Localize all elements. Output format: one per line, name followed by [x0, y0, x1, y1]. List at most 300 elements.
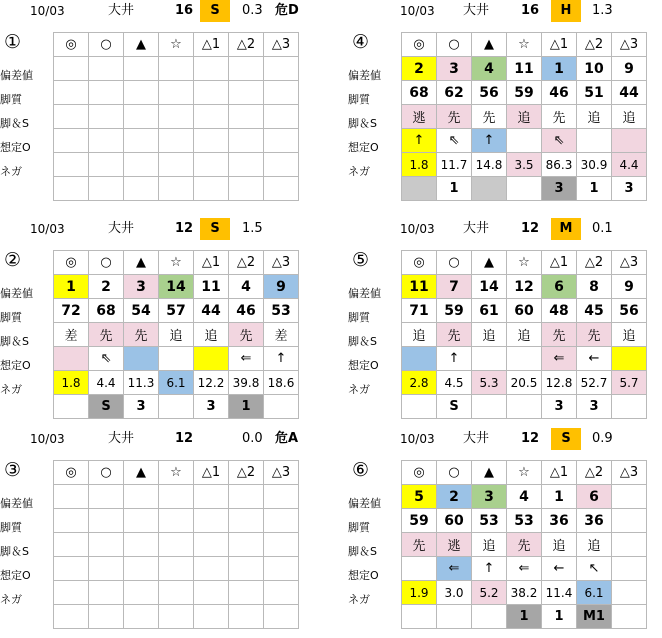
horse-number-cell — [89, 57, 124, 81]
horse-number-cell: 3 — [472, 485, 507, 509]
row-label: 想定O — [0, 141, 31, 154]
marks-row — [402, 33, 647, 57]
race-date: 10/03 — [400, 432, 435, 446]
leg-arrow-cell: ↑ — [402, 129, 437, 153]
horse-number-cell: 2 — [402, 57, 437, 81]
horses-row — [54, 275, 299, 299]
running-style-cell — [159, 105, 194, 129]
row-label: 脚＆S — [348, 335, 377, 348]
negative-cell — [229, 177, 264, 201]
deviation-cell: 54 — [124, 299, 159, 323]
expected-odds-cell — [194, 153, 229, 177]
odds-row — [402, 581, 647, 605]
mark-cell: ◎ — [402, 33, 437, 57]
horse-number-cell — [229, 485, 264, 509]
row-label: 脚＆S — [348, 545, 377, 558]
running-style-cell — [124, 105, 159, 129]
expected-odds-cell — [54, 581, 89, 605]
leg-arrow-cell — [507, 129, 542, 153]
deviation-cell: 57 — [159, 299, 194, 323]
running-style-cell: 追 — [507, 323, 542, 347]
horse-number-cell: 5 — [402, 485, 437, 509]
negative-cell — [194, 605, 229, 629]
race-date: 10/03 — [400, 4, 435, 18]
leg-arrow-cell — [612, 129, 647, 153]
horse-number-cell: 6 — [577, 485, 612, 509]
leg-arrow-cell: ⇖ — [89, 347, 124, 371]
horses-row — [402, 57, 647, 81]
negative-cell — [229, 605, 264, 629]
horse-number-cell: 4 — [472, 57, 507, 81]
race-header — [0, 218, 330, 240]
legs-row — [54, 129, 299, 153]
negative-cell — [472, 177, 507, 201]
deviation-cell: 46 — [229, 299, 264, 323]
race-index-value: 1.5 — [242, 221, 263, 236]
horse-number-cell: 8 — [577, 275, 612, 299]
horse-number-cell — [89, 485, 124, 509]
deviation-cell: 51 — [577, 81, 612, 105]
horse-number-cell: 1 — [542, 57, 577, 81]
negative-cell — [264, 605, 299, 629]
negative-cell — [507, 395, 542, 419]
race-index-value: 0.0 — [242, 431, 263, 446]
horse-number-cell — [54, 57, 89, 81]
running-style-cell: 追 — [542, 533, 577, 557]
expected-odds-cell: 6.1 — [577, 581, 612, 605]
leg-arrow-cell: ← — [577, 347, 612, 371]
horse-number-cell: 9 — [264, 275, 299, 299]
leg-arrow-cell — [89, 557, 124, 581]
race-header — [348, 428, 662, 450]
row-label: 想定O — [348, 141, 379, 154]
expected-odds-cell: 20.5 — [507, 371, 542, 395]
running-style-cell: 先 — [89, 323, 124, 347]
horse-number-cell — [612, 485, 647, 509]
expected-odds-cell: 12.8 — [542, 371, 577, 395]
runner-count: 12 — [521, 431, 540, 446]
horse-number-cell: 11 — [402, 275, 437, 299]
race-header — [348, 0, 662, 22]
horse-number-cell: 1 — [542, 485, 577, 509]
mark-cell: △2 — [577, 33, 612, 57]
track-name: 大井 — [463, 221, 490, 236]
negative-cell: 1 — [507, 605, 542, 629]
leg-arrow-cell: ↑ — [437, 347, 472, 371]
expected-odds-cell: 4.4 — [612, 153, 647, 177]
deviation-cell — [54, 81, 89, 105]
row-label: 想定O — [348, 569, 379, 582]
negative-cell — [124, 605, 159, 629]
legs-row — [54, 557, 299, 581]
negative-cell — [437, 605, 472, 629]
running-style-cell — [612, 533, 647, 557]
expected-odds-cell: 3.5 — [507, 153, 542, 177]
styles-row — [54, 105, 299, 129]
risk-rating: 危D — [275, 3, 299, 18]
leg-arrow-cell — [194, 557, 229, 581]
leg-arrow-cell — [264, 557, 299, 581]
mark-cell: ○ — [437, 461, 472, 485]
mark-cell: △2 — [577, 461, 612, 485]
odds-row — [402, 371, 647, 395]
deviation-cell — [159, 81, 194, 105]
nega-row — [54, 605, 299, 629]
leg-arrow-cell: ↑ — [264, 347, 299, 371]
mark-cell: ☆ — [159, 251, 194, 275]
deviation-cell — [264, 509, 299, 533]
leg-arrow-cell: ⇐ — [542, 347, 577, 371]
mark-cell: △3 — [612, 461, 647, 485]
expected-odds-cell: 11.4 — [542, 581, 577, 605]
horse-number-cell — [194, 57, 229, 81]
deviation-cell: 59 — [507, 81, 542, 105]
horse-number-cell: 1 — [54, 275, 89, 299]
running-style-cell — [264, 533, 299, 557]
running-style-cell: 追 — [612, 105, 647, 129]
mark-cell: △2 — [229, 33, 264, 57]
deviation-cell: 44 — [612, 81, 647, 105]
expected-odds-cell: 39.8 — [229, 371, 264, 395]
race-grade-badge: S — [200, 0, 230, 22]
deviation-cell: 59 — [437, 299, 472, 323]
deviation-cell: 60 — [437, 509, 472, 533]
row-label: 偏差値 — [0, 497, 33, 510]
race-grade-badge: H — [551, 0, 581, 22]
running-style-cell: 逃 — [437, 533, 472, 557]
mark-cell: ◎ — [402, 251, 437, 275]
styles-row — [402, 533, 647, 557]
negative-cell: 1 — [437, 177, 472, 201]
horse-number-cell: 2 — [89, 275, 124, 299]
row-label: 脚＆S — [0, 117, 29, 130]
expected-odds-cell: 30.9 — [577, 153, 612, 177]
negative-cell — [124, 177, 159, 201]
expected-odds-cell — [612, 581, 647, 605]
mark-cell: △1 — [194, 251, 229, 275]
leg-arrow-cell — [54, 129, 89, 153]
leg-arrow-cell — [89, 129, 124, 153]
deviation-cell — [124, 81, 159, 105]
deviation-cell: 53 — [264, 299, 299, 323]
leg-arrow-cell: ⇖ — [437, 129, 472, 153]
expected-odds-cell: 1.8 — [54, 371, 89, 395]
horse-number-cell — [159, 57, 194, 81]
mark-cell: △1 — [194, 33, 229, 57]
row-labels — [348, 282, 400, 402]
race-index-value: 1.3 — [592, 3, 613, 18]
runner-count: 12 — [521, 221, 540, 236]
running-style-cell: 逃 — [402, 105, 437, 129]
leg-arrow-cell — [194, 347, 229, 371]
horse-number-cell: 14 — [159, 275, 194, 299]
running-style-cell — [89, 105, 124, 129]
mark-cell: ◎ — [54, 251, 89, 275]
nega-row — [402, 395, 647, 419]
negative-cell: 3 — [542, 177, 577, 201]
track-name: 大井 — [463, 431, 490, 446]
mark-cell: △2 — [577, 251, 612, 275]
horse-number-cell — [124, 57, 159, 81]
row-labels — [0, 492, 52, 612]
prediction-grid — [53, 460, 299, 629]
marks-row — [402, 461, 647, 485]
leg-arrow-cell — [402, 347, 437, 371]
leg-arrow-cell — [264, 129, 299, 153]
row-labels — [0, 282, 52, 402]
running-style-cell — [124, 533, 159, 557]
mark-cell: ▲ — [124, 251, 159, 275]
leg-arrow-cell: ↑ — [472, 129, 507, 153]
leg-arrow-cell — [159, 347, 194, 371]
race-date: 10/03 — [30, 432, 65, 446]
row-label: 想定O — [348, 359, 379, 372]
expected-odds-cell: 12.2 — [194, 371, 229, 395]
expected-odds-cell: 4.5 — [437, 371, 472, 395]
leg-arrow-cell — [124, 557, 159, 581]
expected-odds-cell: 1.9 — [402, 581, 437, 605]
mark-cell: ◎ — [54, 33, 89, 57]
deviation-cell: 44 — [194, 299, 229, 323]
mark-cell: ○ — [437, 33, 472, 57]
expected-odds-cell: 5.7 — [612, 371, 647, 395]
running-style-cell — [159, 533, 194, 557]
mark-cell: △3 — [264, 251, 299, 275]
odds-row — [54, 581, 299, 605]
race-grade-badge: S — [551, 428, 581, 450]
deviation-cell — [612, 509, 647, 533]
race-number: ④ — [352, 31, 370, 53]
mark-cell: △1 — [194, 461, 229, 485]
expected-odds-cell: 2.8 — [402, 371, 437, 395]
mark-cell: △3 — [612, 33, 647, 57]
horse-number-cell: 9 — [612, 275, 647, 299]
running-style-cell: 追 — [402, 323, 437, 347]
race-panel-3 — [0, 218, 330, 428]
expected-odds-cell — [54, 153, 89, 177]
negative-cell: 3 — [612, 177, 647, 201]
row-label: 偏差値 — [348, 69, 381, 82]
expected-odds-cell — [89, 153, 124, 177]
prediction-grid — [53, 32, 299, 201]
deviation-cell — [194, 509, 229, 533]
running-style-cell — [54, 533, 89, 557]
prediction-grid — [53, 250, 299, 419]
mark-cell: △1 — [542, 251, 577, 275]
horse-number-cell: 6 — [542, 275, 577, 299]
negative-cell: 3 — [577, 395, 612, 419]
negative-cell — [264, 395, 299, 419]
runner-count: 12 — [175, 221, 194, 236]
expected-odds-cell: 5.3 — [472, 371, 507, 395]
running-style-cell — [264, 105, 299, 129]
negative-cell: 3 — [124, 395, 159, 419]
running-style-cell — [194, 533, 229, 557]
leg-arrow-cell — [507, 347, 542, 371]
row-label: 脚質 — [348, 311, 370, 324]
row-label: 脚＆S — [0, 545, 29, 558]
leg-arrow-cell: ← — [542, 557, 577, 581]
nega-row — [402, 605, 647, 629]
expected-odds-cell — [159, 153, 194, 177]
horse-number-cell: 11 — [507, 57, 542, 81]
negative-cell — [612, 395, 647, 419]
row-label: 脚質 — [348, 521, 370, 534]
deviation-cell: 53 — [507, 509, 542, 533]
horse-number-cell: 3 — [437, 57, 472, 81]
negative-cell — [89, 177, 124, 201]
expected-odds-cell: 3.0 — [437, 581, 472, 605]
race-header — [348, 218, 662, 240]
running-style-cell: 先 — [124, 323, 159, 347]
mark-cell: ☆ — [159, 461, 194, 485]
expected-odds-cell — [194, 581, 229, 605]
negative-cell — [159, 177, 194, 201]
expected-odds-cell — [229, 581, 264, 605]
track-name: 大井 — [108, 221, 135, 236]
expected-odds-cell — [124, 581, 159, 605]
marks-row — [54, 33, 299, 57]
devs-row — [402, 509, 647, 533]
leg-arrow-cell — [159, 557, 194, 581]
negative-cell — [264, 177, 299, 201]
row-label: 脚質 — [0, 93, 22, 106]
odds-row — [54, 371, 299, 395]
running-style-cell: 差 — [54, 323, 89, 347]
leg-arrow-cell — [229, 557, 264, 581]
deviation-cell: 36 — [577, 509, 612, 533]
mark-cell: △3 — [612, 251, 647, 275]
horse-number-cell — [124, 485, 159, 509]
negative-cell — [54, 395, 89, 419]
deviation-cell: 59 — [402, 509, 437, 533]
running-style-cell: 追 — [577, 533, 612, 557]
leg-arrow-cell: ⇖ — [542, 129, 577, 153]
race-number: ③ — [4, 459, 22, 481]
running-style-cell: 先 — [437, 105, 472, 129]
negative-cell — [472, 605, 507, 629]
leg-arrow-cell — [54, 347, 89, 371]
mark-cell: ○ — [437, 251, 472, 275]
running-style-cell: 追 — [612, 323, 647, 347]
row-labels — [348, 492, 400, 612]
mark-cell: ◎ — [402, 461, 437, 485]
horse-number-cell — [229, 57, 264, 81]
race-grade-badge: S — [200, 218, 230, 240]
deviation-cell: 56 — [612, 299, 647, 323]
deviation-cell: 53 — [472, 509, 507, 533]
running-style-cell: 先 — [472, 105, 507, 129]
race-panel-5 — [0, 428, 330, 638]
horse-number-cell: 10 — [577, 57, 612, 81]
negative-cell: 3 — [542, 395, 577, 419]
deviation-cell — [89, 509, 124, 533]
negative-cell — [54, 177, 89, 201]
deviation-cell: 72 — [54, 299, 89, 323]
horse-number-cell — [159, 485, 194, 509]
deviation-cell — [124, 509, 159, 533]
mark-cell: ○ — [89, 461, 124, 485]
mark-cell: ◎ — [54, 461, 89, 485]
negative-cell — [159, 395, 194, 419]
race-index-value: 0.1 — [592, 221, 613, 236]
expected-odds-cell: 1.8 — [402, 153, 437, 177]
row-label: 脚質 — [348, 93, 370, 106]
row-label: 偏差値 — [0, 69, 33, 82]
leg-arrow-cell — [54, 557, 89, 581]
expected-odds-cell: 38.2 — [507, 581, 542, 605]
race-number: ⑤ — [352, 249, 370, 271]
race-date: 10/03 — [30, 222, 65, 236]
negative-cell: S — [437, 395, 472, 419]
negative-cell — [402, 177, 437, 201]
running-style-cell: 先 — [542, 323, 577, 347]
nega-row — [54, 177, 299, 201]
horse-number-cell: 7 — [437, 275, 472, 299]
expected-odds-cell — [89, 581, 124, 605]
race-header — [0, 428, 330, 450]
horse-number-cell: 12 — [507, 275, 542, 299]
negative-cell: M1 — [577, 605, 612, 629]
mark-cell: △2 — [229, 461, 264, 485]
race-panel-2 — [348, 0, 662, 210]
styles-row — [54, 323, 299, 347]
row-label: 脚＆S — [348, 117, 377, 130]
running-style-cell: 追 — [159, 323, 194, 347]
mark-cell: △3 — [264, 461, 299, 485]
negative-cell — [612, 605, 647, 629]
track-name: 大井 — [463, 3, 490, 18]
leg-arrow-cell — [124, 347, 159, 371]
track-name: 大井 — [108, 3, 135, 18]
deviation-cell: 61 — [472, 299, 507, 323]
race-header — [0, 0, 330, 22]
deviation-cell — [229, 509, 264, 533]
mark-cell: △1 — [542, 33, 577, 57]
row-label: 想定O — [0, 569, 31, 582]
running-style-cell: 先 — [437, 323, 472, 347]
horse-number-cell: 14 — [472, 275, 507, 299]
marks-row — [54, 251, 299, 275]
expected-odds-cell: 6.1 — [159, 371, 194, 395]
race-panel-4 — [348, 218, 662, 428]
deviation-cell: 46 — [542, 81, 577, 105]
running-style-cell — [194, 105, 229, 129]
devs-row — [54, 299, 299, 323]
horses-row — [54, 485, 299, 509]
mark-cell: ☆ — [159, 33, 194, 57]
horse-number-cell — [264, 485, 299, 509]
row-label: 偏差値 — [0, 287, 33, 300]
deviation-cell: 71 — [402, 299, 437, 323]
negative-cell: 3 — [194, 395, 229, 419]
leg-arrow-cell: ↑ — [472, 557, 507, 581]
mark-cell: ○ — [89, 251, 124, 275]
prediction-grid — [401, 32, 647, 201]
deviation-cell: 68 — [402, 81, 437, 105]
horse-number-cell — [54, 485, 89, 509]
horses-row — [402, 275, 647, 299]
odds-row — [402, 153, 647, 177]
track-name: 大井 — [108, 431, 135, 446]
leg-arrow-cell — [194, 129, 229, 153]
deviation-cell — [89, 81, 124, 105]
row-label: 想定O — [0, 359, 31, 372]
leg-arrow-cell: ⇐ — [507, 557, 542, 581]
row-labels — [0, 64, 52, 184]
row-label: ネガ — [0, 593, 22, 606]
mark-cell: △2 — [229, 251, 264, 275]
